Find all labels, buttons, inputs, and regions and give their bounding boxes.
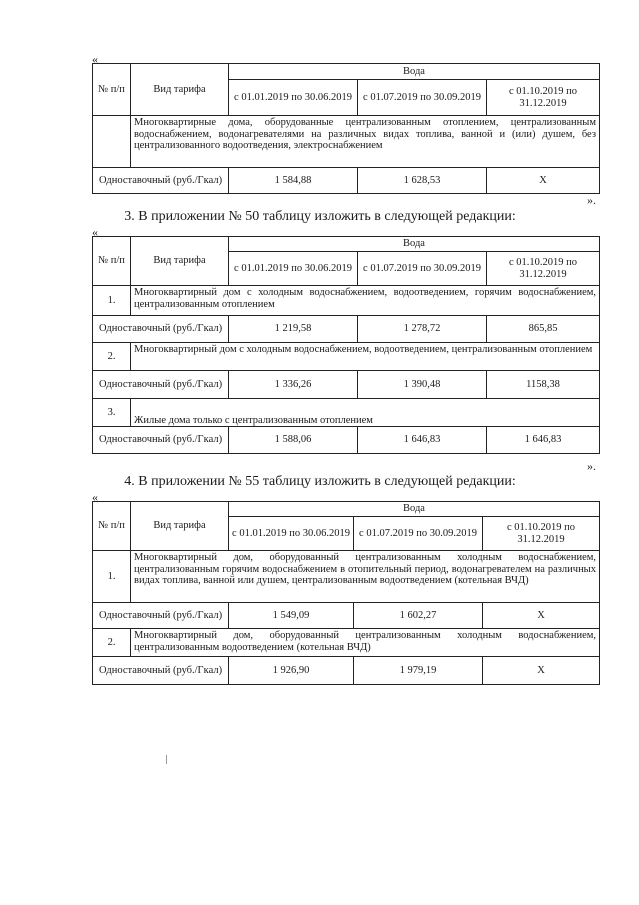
- value-cell: 1 336,26: [229, 371, 358, 399]
- row-description: Многоквартирный дом с холодным водоснабжением, водоотведением, централизованным отоплением: [131, 343, 600, 371]
- row-description: Жилые дома только с централизованным отоплением: [131, 399, 600, 427]
- header-number: № п/п: [93, 64, 131, 116]
- value-cell: 1 588,06: [229, 427, 358, 454]
- unit-label: Одноставочный (руб./Гкал): [93, 657, 229, 685]
- open-quote-2: «: [92, 225, 98, 239]
- section-heading-3: 3. В приложении № 50 таблицу изложить в следующей редакции:: [124, 209, 516, 224]
- unit-label: Одноставочный (руб./Гкал): [93, 168, 229, 194]
- open-quote-3: «: [92, 490, 98, 504]
- unit-label: Одноставочный (руб./Гкал): [93, 603, 229, 629]
- row-number: 2.: [93, 629, 131, 657]
- row-number: 3.: [93, 399, 131, 427]
- value-cell: 865,85: [487, 316, 600, 343]
- value-cell: X: [483, 657, 600, 685]
- period-2: с 01.07.2019 по 30.09.2019: [358, 252, 487, 286]
- value-cell: 1 584,88: [229, 168, 358, 194]
- header-water: Вода: [229, 64, 600, 80]
- period-3: с 01.10.2019 по 31.12.2019: [483, 517, 600, 551]
- row-number: 2.: [93, 343, 131, 371]
- open-quote-1: «: [92, 52, 98, 66]
- close-quote-1: ».: [587, 193, 596, 207]
- scan-mark: [166, 755, 167, 764]
- value-cell: X: [487, 168, 600, 194]
- header-tariff: Вид тарифа: [131, 502, 229, 551]
- header-water: Вода: [229, 237, 600, 252]
- header-tariff: Вид тарифа: [131, 237, 229, 286]
- period-3: с 01.10.2019 по 31.12.2019: [487, 80, 600, 116]
- value-cell: 1 219,58: [229, 316, 358, 343]
- tariff-table-3: [92, 501, 600, 685]
- row-description: Многоквартирный дом, оборудованный централизованным холодным водоснабжением, централизованным водоотведением (котельная ВЧД): [131, 629, 600, 657]
- close-quote-2: ».: [587, 459, 596, 473]
- value-cell: 1 646,83: [358, 427, 487, 454]
- header-number: № п/п: [93, 237, 131, 286]
- value-cell: 1158,38: [487, 371, 600, 399]
- unit-label: Одноставочный (руб./Гкал): [93, 427, 229, 454]
- row-number: 1.: [93, 286, 131, 316]
- value-cell: 1 646,83: [487, 427, 600, 454]
- unit-label: Одноставочный (руб./Гкал): [93, 371, 229, 399]
- period-1: с 01.01.2019 по 30.06.2019: [229, 80, 358, 116]
- period-2: с 01.07.2019 по 30.09.2019: [354, 517, 483, 551]
- section-heading-4: 4. В приложении № 55 таблицу изложить в следующей редакции:: [124, 474, 516, 489]
- period-1: с 01.01.2019 по 30.06.2019: [229, 517, 354, 551]
- row-number: [93, 116, 131, 168]
- value-cell: 1 602,27: [354, 603, 483, 629]
- header-number: № п/п: [93, 502, 131, 551]
- row-description: Многоквартирный дом, оборудованный централизованным холодным водоснабжением, централизованным горячим водоснабжением в отопительный период, водонагревателем на различных видах топлива, ванной или душем, централизованным водоотведением (котельная ВЧД): [131, 551, 600, 603]
- value-cell: X: [483, 603, 600, 629]
- value-cell: 1 926,90: [229, 657, 354, 685]
- header-tariff: Вид тарифа: [131, 64, 229, 116]
- period-2: с 01.07.2019 по 30.09.2019: [358, 80, 487, 116]
- row-description: Многоквартирный дом с холодным водоснабжением, водоотведением, горячим водоснабжением, централизованным отоплением: [131, 286, 600, 316]
- tariff-table-2: [92, 236, 600, 454]
- row-number: 1.: [93, 551, 131, 603]
- header-water: Вода: [229, 502, 600, 517]
- value-cell: 1 979,19: [354, 657, 483, 685]
- period-1: с 01.01.2019 по 30.06.2019: [229, 252, 358, 286]
- period-3: с 01.10.2019 по 31.12.2019: [487, 252, 600, 286]
- value-cell: 1 628,53: [358, 168, 487, 194]
- value-cell: 1 549,09: [229, 603, 354, 629]
- unit-label: Одноставочный (руб./Гкал): [93, 316, 229, 343]
- row-description: Многоквартирные дома, оборудованные централизованным отоплением, централизованным водоснабжением, водонагревателями на различных видах топлива, ванной и (или) душем, без централизованного водоотведения, электроснабжением: [131, 116, 600, 168]
- value-cell: 1 278,72: [358, 316, 487, 343]
- value-cell: 1 390,48: [358, 371, 487, 399]
- tariff-table-1: [92, 63, 600, 194]
